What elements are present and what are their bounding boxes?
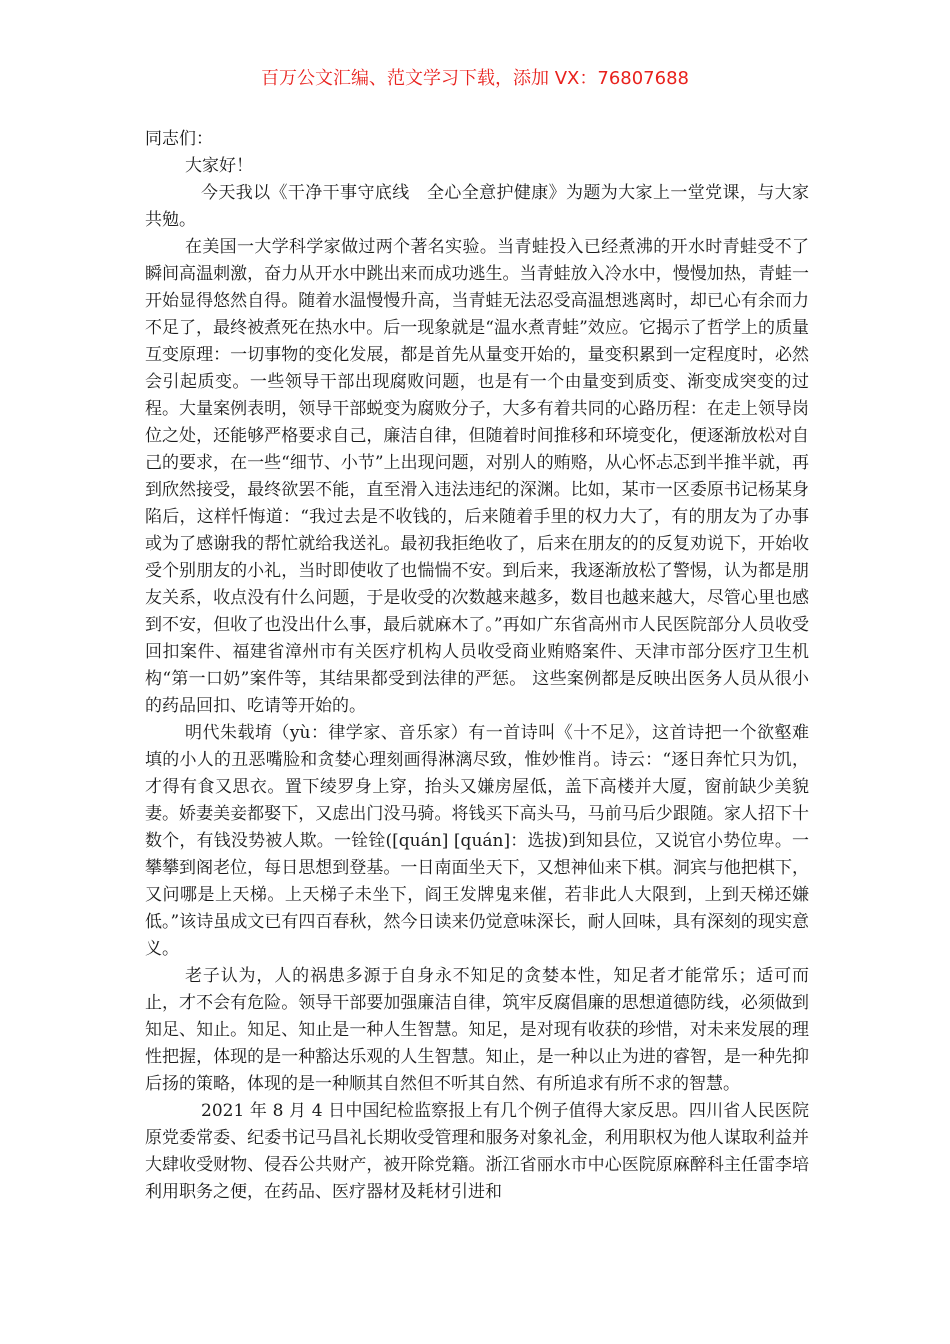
paragraph-laozi: 老子认为，人的祸患多源于自身永不知足的贪婪本性，知足者才能常乐；适可而止，才不会有危险。领导干部要加强廉洁自律，筑牢反腐倡廉的思想道德防线，必须做到知足、知止。知足、知止是一种人生智慧。知足，是对现有收获的珍惜，对未来发展的理性把握，体现的是一种豁达乐观的人生智慧。知止，是一种以止为进的睿智，是一种先抑后扬的策略，体现的是一种顺其自然但不听其自然、有所追求有所不求的智慧。 [145, 966, 809, 1094]
greeting: 大家好！ [185, 156, 253, 176]
paragraph-intro: 今天我以《干净干事守底线 全心全意护健康》为题为大家上一堂党课，与大家共勉。 [145, 183, 809, 230]
paragraph-poem: 明代朱载堉（yù：律学家、音乐家）有一首诗叫《十不足》，这首诗把一个欲壑难填的小人的丑恶嘴脸和贪婪心理刻画得淋漓尽致，惟妙惟肖。诗云：“逐日奔忙只为饥，才得有食又思衣。置下绫罗身上穿，抬头又嫌房屋低，盖下高楼并大厦，窗前缺少美貌妻。娇妻美妾都娶下，又虑出门没马骑。将钱买下高头马，马前马后少跟随。家人招下十数个，有钱没势被人欺。一铨铨([quán] [quán]：选拔)到知县位，又说官小势位卑。一攀攀到阁老位，每日思想到登基。一日南面坐天下，又想神仙来下棋。洞宾与他把棋下，又问哪是上天梯。上天梯子未坐下，阎王发牌鬼来催，若非此人大限到，上到天梯还嫌低。”该诗虽成文已有四百春秋，然今日读来仍觉意味深长，耐人回味，具有深刻的现实意义。 [145, 723, 809, 959]
paragraph-frog-experiment: 在美国一大学科学家做过两个著名实验。当青蛙投入已经煮沸的开水时青蛙受不了瞬间高温刺激，奋力从开水中跳出来而成功逃生。当青蛙放入冷水中，慢慢加热，青蛙一开始显得悠然自得。随着水温慢慢升高，当青蛙无法忍受高温想逃离时，却已心有余而力不足了，最终被煮死在热水中。后一现象就是“温水煮青蛙”效应。它揭示了哲学上的质量互变原理：一切事物的变化发展，都是首先从量变开始的，量变积累到一定程度时，必然会引起质变。一些领导干部出现腐败问题，也是有一个由量变到质变、渐变成突变的过程。大量案例表明，领导干部蜕变为腐败分子，大多有着共同的心路历程：在走上领导岗位之处，还能够严格要求自己，廉洁自律，但随着时间推移和环境变化，便逐渐放松对自己的要求，在一些“细节、小节”上出现问题，对别人的贿赂，从心怀忐忑到半推半就，再到欣然接受，最终欲罢不能，直至滑入违法违纪的深渊。比如，某市一区委原书记杨某身陷后，这样忏悔道：“我过去是不收钱的，后来随着手里的权力大了，有的朋友为了办事或为了感谢我的帮忙就给我送礼。最初我拒绝收了，后来在朋友的的反复劝说下，开始收受个别朋友的小礼，当时即使收了也惴惴不安。到后来，我逐渐放松了警惕，认为都是朋友关系，收点没有什么问题，于是收受的次数越来越多，数目也越来越大，尽管心里也感到不安，但收了也没出什么事，最后就麻木了。”再如广东省高州市人民医院部分人员收受回扣案件、福建省漳州市有关医疗机构人员收受商业贿赂案件、天津市部分医疗卫生机构“第一口奶”案件等，其结果都受到法律的严惩。 这些案例都是反映出医务人员从很小的药品回扣、吃请等开始的。 [145, 237, 809, 716]
document-body [145, 126, 809, 1206]
salutation: 同志们： [145, 129, 213, 149]
paragraph-cases-2021: 2021 年 8 月 4 日中国纪检监察报上有几个例子值得大家反思。四川省人民医院原党委常委、纪委书记马昌礼长期收受管理和服务对象礼金，利用职权为他人谋取利益并大肆收受财物、侵吞公共财产，被开除党籍。浙江省丽水市中心医院原麻醉科主任雷李培利用职务之便，在药品、医疗器材及耗材引进和 [145, 1101, 809, 1202]
watermark-header: 百万公文汇编、范文学习下载，添加 VX：76807688 [261, 68, 689, 89]
